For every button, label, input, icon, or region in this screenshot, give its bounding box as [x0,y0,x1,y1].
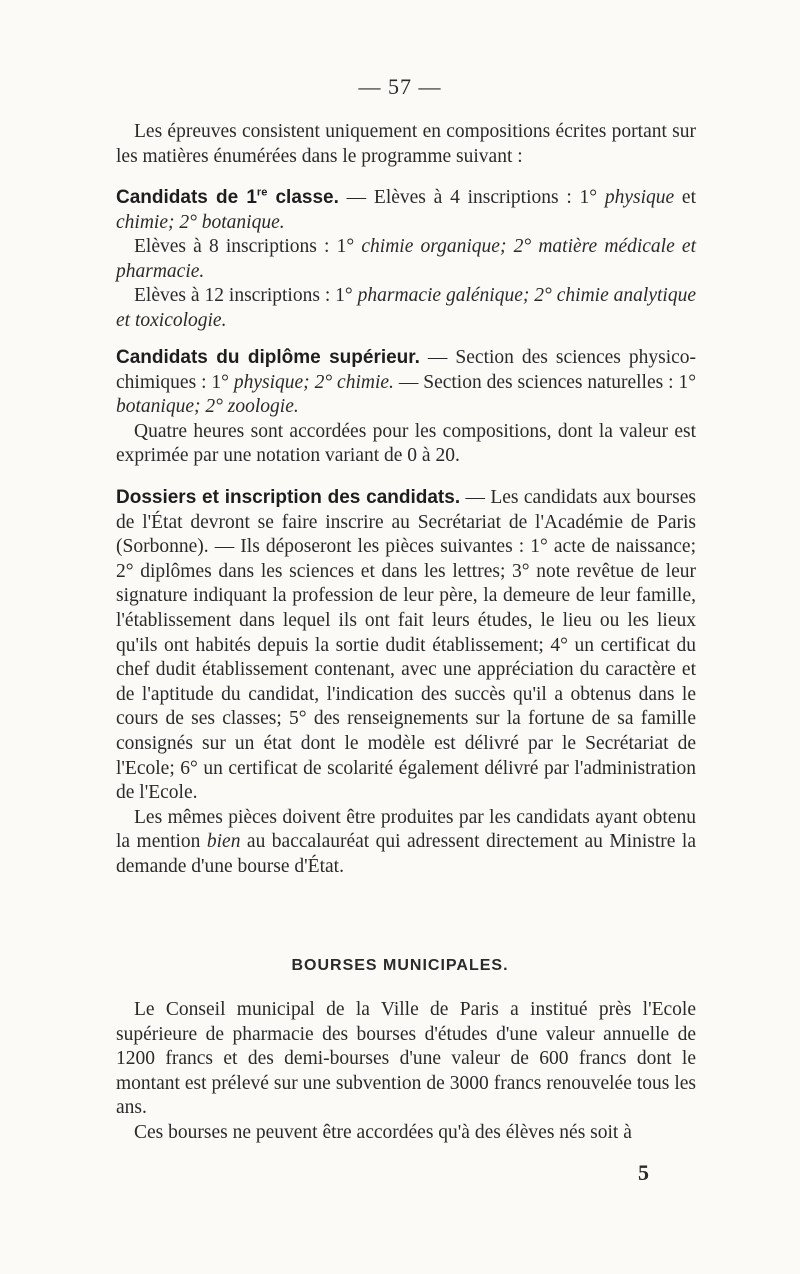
page-number: — 57 — [358,74,442,99]
diplome-superieur-paragraph: Candidats du diplôme supérieur. — Section des sciences physico-chimiques : 1° physique; 2° chimie. — Section des sciences naturelles : 1° botanique; 2° zoologie. [116,347,697,418]
memes-pieces-paragraph: Les mêmes pièces doivent être produites par les candidats ayant obtenu la mention bien au baccalauréat qui adressent directement au Ministre la demande d'une bourse d'État. [116,806,696,877]
dossiers-section [116,486,696,880]
eleves-12-paragraph: Elèves à 12 inscriptions : 1° pharmacie galénique; 2° chimie analytique et toxicologie. [116,285,696,331]
candidats-1re-heading: Candidats de 1re classe. [116,186,339,208]
bourses-municipales-section [116,998,696,1146]
compositions-paragraph: Quatre heures sont accordées pour les compositions, dont la valeur est exprimée par une notation variant de 0 à 20. [116,420,696,467]
candidats-1re-classe-section [116,186,696,334]
conseil-municipal-paragraph: Le Conseil municipal de la Ville de Paris a institué près l'Ecole supérieure de pharmacie des bourses d'études d'une valeur annuelle de 1200 francs et des demi-bourses d'une valeur de 600 francs dont le montant est prélevé sur une subvention de 3000 francs renouvelée tous les ans. [116,999,696,1119]
candidats-1re-paragraph: Candidats de 1re classe. — Elèves à 4 inscriptions : 1° physique et chimie; 2° botanique. [116,186,696,233]
intro-paragraph [116,120,696,169]
intro-text: Les épreuves consistent uniquement en compositions écrites portant sur les matières énumérées dans le programme suivant : [116,121,696,167]
dossiers-heading: Dossiers et inscription des candidats. [116,487,461,508]
ces-bourses-paragraph: Ces bourses ne peuvent être accordées qu'à des élèves nés soit à [134,1121,632,1143]
dossiers-paragraph: Dossiers et inscription des candidats. — Les candidats aux bourses de l'État devront se faire inscrire au Secrétariat de l'Académie de Paris (Sorbonne). — Ils déposeront les pièces suivantes : 1° acte de naissance; 2° diplômes dans les sciences et dans les lettres; 3° note revêtue de leur signature indiquant la profession de leur père, la demeure de leur famille, l'établissement dans lequel ils ont fait leurs études, le lieu ou les lieux qu'ils ont habités depuis la sortie dudit établissement; 4° un certificat du chef dudit établissement contenant, avec une appréciation du caractère et de l'aptitude du candidat, l'indication des succès qu'il a obtenus dans le cours de ses classes; 5° des renseignements sur la fortune de sa famille consignés sur un état dont le modèle est délivré par le Secrétariat de l'Ecole; 6° un certificat de scolarité également délivré par l'administration de l'Ecole. [116,487,697,804]
signature-mark: 5 [638,1160,649,1185]
diplome-superieur-section [116,346,696,469]
eleves-8-paragraph: Elèves à 8 inscriptions : 1° chimie organique; 2° matière médicale et pharmacie. [116,236,696,282]
diplome-superieur-heading: Candidats du diplôme supérieur. [116,347,420,368]
section-title-bourses-municipales: BOURSES MUNICIPALES. [291,957,509,974]
